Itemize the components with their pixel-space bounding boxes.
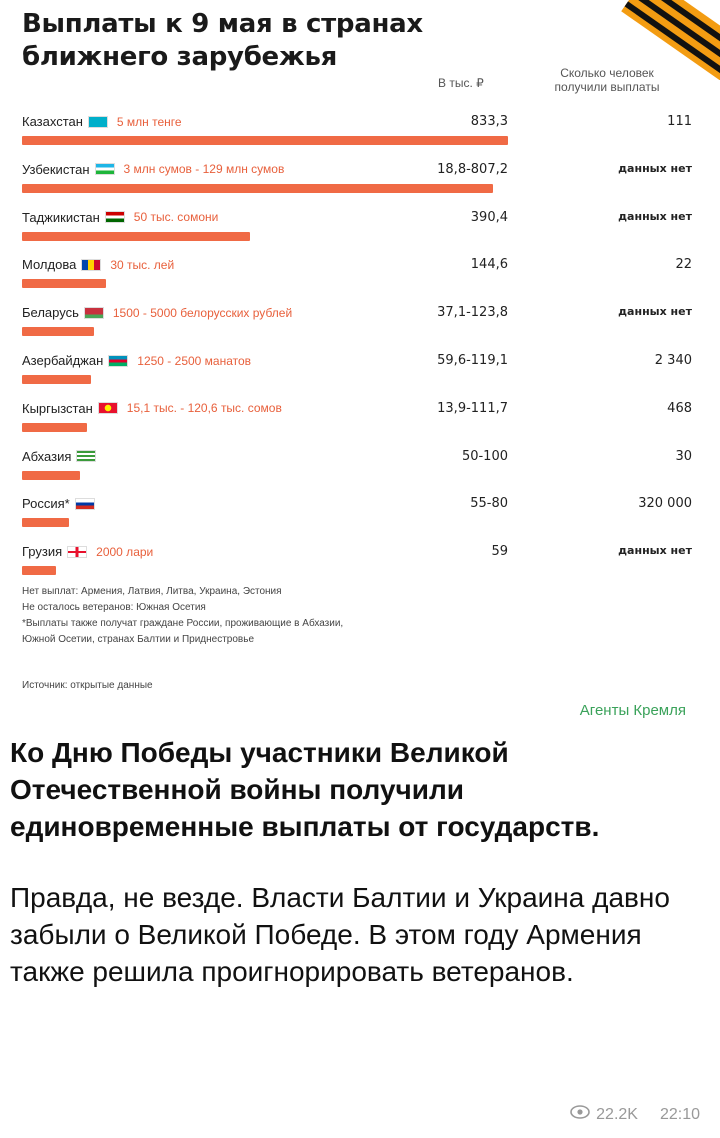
chart-row <box>22 353 702 401</box>
people-header-line-2: получили выплаты <box>554 80 660 94</box>
country-name: Молдова <box>22 257 77 273</box>
post-author[interactable]: Агенты Кремля <box>579 702 686 719</box>
chart-row <box>22 114 702 162</box>
local-amount: 1250 - 2500 манатов <box>137 353 252 368</box>
country-name: Таджикистан <box>22 209 100 225</box>
value-label: 390,4 <box>470 209 508 225</box>
country-label <box>22 544 153 559</box>
local-amount: 3 млн сумов - 129 млн сумов <box>123 162 285 177</box>
country-name: Узбекистан <box>22 161 90 177</box>
country-name: Беларусь <box>22 305 79 321</box>
people-count: 111 <box>667 114 692 129</box>
country-label <box>22 305 292 320</box>
post-bold-text: Ко Дню Победы участники Великой Отечественной войны получили единовременные выплаты от государств. <box>10 737 600 842</box>
footnote-line: Не осталось ветеранов: Южная Осетия <box>22 602 206 613</box>
local-amount: 2000 лари <box>96 544 154 559</box>
flag-icon <box>106 212 124 222</box>
people-count: 468 <box>667 400 692 416</box>
people-header-line-1: Сколько человек <box>560 66 654 80</box>
bar <box>22 136 508 145</box>
country-label <box>22 401 282 416</box>
footnotes <box>22 584 622 648</box>
unit-header: В тыс. ₽ <box>438 76 484 90</box>
value-label: 50-100 <box>461 448 508 464</box>
people-count: 30 <box>675 448 692 464</box>
post-time: 22:10 <box>659 1105 700 1123</box>
country-name: Кыргызстан <box>22 400 93 416</box>
value-label: 59 <box>491 544 508 560</box>
chart-row <box>22 401 702 449</box>
post-normal-text: Правда, не везде. Власти Балтии и Украина давно забыли о Великой Победе. В этом году Армения также решила проигнорировать ветеранов. <box>10 882 670 987</box>
source-note: Источник: открытые данные <box>22 680 153 691</box>
post-meta <box>570 1105 700 1124</box>
eye-icon <box>570 1105 590 1124</box>
country-name: Азербайджан <box>22 353 104 368</box>
flag-icon <box>85 308 103 318</box>
people-count: данных нет <box>618 305 692 319</box>
chart-row <box>22 162 702 210</box>
bar <box>22 232 250 241</box>
chart-row <box>22 257 702 305</box>
country-name: Казахстан <box>22 114 83 129</box>
bar <box>22 518 69 527</box>
people-count: 22 <box>675 257 692 273</box>
local-amount: 50 тыс. сомони <box>133 210 219 225</box>
flag-icon <box>96 164 114 174</box>
flag-icon <box>89 117 107 127</box>
people-count: данных нет <box>618 161 692 175</box>
chart-row <box>22 449 702 497</box>
local-amount: 5 млн тенге <box>116 114 182 129</box>
chart-row <box>22 305 702 353</box>
local-amount: 30 тыс. лей <box>110 257 175 272</box>
bar <box>22 375 91 384</box>
flag-icon <box>109 356 127 366</box>
footnote-line: Южной Осетии, странах Балтии и Приднестровье <box>22 634 255 645</box>
country-name: Россия* <box>22 496 70 512</box>
bar <box>22 423 87 432</box>
country-label <box>22 114 182 129</box>
footnote-line: *Выплаты также получат граждане России, проживающие в Абхазии, <box>22 618 344 629</box>
people-count: данных нет <box>618 544 692 558</box>
bar <box>22 566 56 575</box>
flag-icon <box>82 260 100 270</box>
country-label <box>22 162 284 177</box>
value-label: 18,8-807,2 <box>437 161 508 177</box>
local-amount: 1500 - 5000 белорусских рублей <box>112 305 293 320</box>
chart-row <box>22 496 702 544</box>
bar <box>22 327 94 336</box>
flag-icon <box>99 403 117 413</box>
infographic-title <box>22 8 492 74</box>
local-amount: 15,1 тыс. - 120,6 тыс. сомов <box>126 401 282 416</box>
flag-icon <box>68 547 86 557</box>
value-label: 833,3 <box>470 114 508 129</box>
chart-row <box>22 210 702 258</box>
title-line-1: Выплаты к 9 мая в странах <box>22 9 423 39</box>
bar <box>22 471 80 480</box>
country-name: Абхазия <box>22 448 72 464</box>
country-label <box>22 496 94 511</box>
value-label: 59,6-119,1 <box>437 353 508 368</box>
people-count: данных нет <box>618 209 692 223</box>
views-count: 22.2K <box>596 1105 638 1123</box>
bar <box>22 279 106 288</box>
country-name: Грузия <box>22 544 63 560</box>
people-count: 320 000 <box>638 496 692 512</box>
value-label: 37,1-123,8 <box>437 305 508 321</box>
country-label <box>22 210 218 225</box>
value-label: 13,9-111,7 <box>437 400 508 416</box>
title-line-2: ближнего зарубежья <box>22 42 337 72</box>
value-label: 144,6 <box>470 257 508 273</box>
country-label <box>22 449 95 464</box>
value-label: 55-80 <box>470 496 508 512</box>
flag-icon <box>77 451 95 461</box>
people-header <box>522 66 692 94</box>
flag-icon <box>76 499 94 509</box>
footnote-line: Нет выплат: Армения, Латвия, Литва, Украина, Эстония <box>22 586 282 597</box>
bar <box>22 184 493 193</box>
country-label <box>22 257 174 272</box>
people-count: 2 340 <box>654 353 692 368</box>
country-label <box>22 353 251 368</box>
post-text <box>10 734 710 990</box>
